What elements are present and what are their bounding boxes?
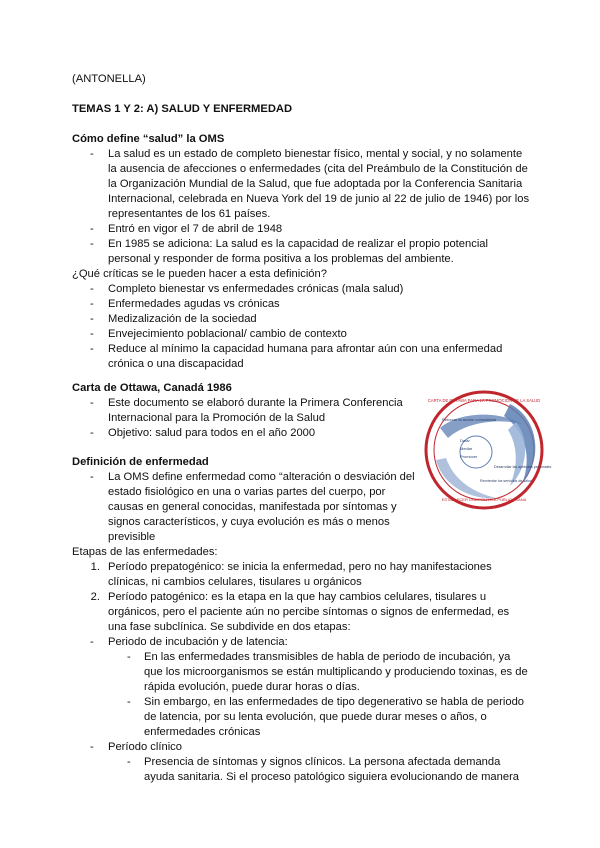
incubacion-1-line-2: que los microorganismos se están multiplicando y produciendo toxinas, es de: [144, 666, 528, 678]
logo-top-text: CARTA DE OTTAWA PARA LA PROMOCIÓN DE LA SALUD: [427, 398, 541, 403]
oms-bullet-3-line-1: En 1985 se adiciona: La salud es la capacidad de realizar el propio potencial: [108, 238, 489, 250]
critica-4: Envejecimiento poblacional/ cambio de contexto: [108, 328, 347, 340]
oms-heading: Cómo define “salud” la OMS: [72, 133, 225, 145]
page-title: TEMAS 1 Y 2: A) SALUD Y ENFERMEDAD: [72, 103, 293, 115]
enf-def-line-4: signos característicos, y cuya evolución es más o menos: [108, 516, 390, 528]
logo-line-4: Reorientar los servicios de salud: [480, 479, 532, 483]
criticas-question: ¿Qué críticas se le pueden hacer a esta definición?: [72, 268, 327, 280]
clinico-1-line-1: Presencia de síntomas y signos clínicos. La persona afectada demanda: [144, 756, 501, 768]
oms-bullet-1-line-2: la ausencia de afecciones o enfermedades (cita del Preámbulo de la Constitución de: [108, 163, 528, 175]
bullet-dash: -: [90, 298, 94, 310]
enf-def-line-2: estado fisiológico en una o varias partes del cuerpo, por: [108, 486, 386, 498]
etapas-label: Etapas de las enfermedades:: [72, 546, 218, 558]
sub-clinico: Período clínico: [108, 741, 183, 753]
bullet-dash: -: [90, 343, 94, 355]
incubacion-1-line-1: En las enfermedades transmisibles de habla de periodo de incubación, ya: [144, 651, 511, 663]
list-number: 2.: [90, 591, 100, 603]
oms-bullet-1-line-4: Internacional, celebrada en Nueva York del 19 de junio al 22 de julio de 1946) por los: [108, 193, 530, 205]
incubacion-2-line-2: de latencia, por su lenta evolución, que puede durar meses o años, o: [144, 711, 487, 723]
bullet-dash: -: [127, 651, 131, 663]
ottawa-charter-logo: [418, 388, 554, 512]
etapa-2-line-2: orgánicos, pero el paciente aún no percibe síntomas o signos de enfermedad, es: [108, 606, 510, 618]
enfermedad-heading: Definición de enfermedad: [72, 456, 209, 468]
etapa-2-line-1: Período patogénico: es la etapa en la que hay cambios celulares, tisulares u: [108, 591, 487, 603]
oms-bullet-3-line-2: personal y responder de forma positiva a los problemas del ambiente.: [108, 253, 454, 265]
oms-bullet-2: Entró en vigor el 7 de abril de 1948: [108, 223, 283, 235]
bullet-dash: -: [90, 471, 94, 483]
ottawa-bullet-1-line-1: Este documento se elaboró durante la Primera Conferencia: [108, 397, 403, 409]
oms-bullet-1-line-5: representantes de los 61 países.: [108, 208, 271, 220]
bullet-dash: -: [90, 148, 94, 160]
critica-2: Enfermedades agudas vs crónicas: [108, 298, 280, 310]
logo-bottom-text: ESTABLECER UNA POLÍTICA PÚBLICA SANA: [441, 497, 527, 502]
ottawa-bullet-1-line-2: Internacional para la Promoción de la Salud: [108, 412, 326, 424]
clinico-1-line-2: ayuda sanitaria. Si el proceso patológico siguiera evolucionando de manera: [144, 771, 520, 783]
bullet-dash: -: [90, 427, 94, 439]
bullet-dash: -: [90, 313, 94, 325]
enf-def-line-5: previsible: [108, 531, 156, 543]
logo-promover: Promover: [460, 454, 478, 459]
logo-mediar: Mediar: [460, 446, 473, 451]
bullet-dash: -: [90, 741, 94, 753]
bullet-dash: -: [90, 223, 94, 235]
ottawa-bullet-2: Objetivo: salud para todos en el año 2000: [108, 427, 316, 439]
critica-5-line-1: Reduce al mínimo la capacidad humana para afrontar aún con una enfermedad: [108, 343, 503, 355]
oms-bullet-1-line-1: La salud es un estado de completo bienestar físico, mental y social, y no solamente: [108, 148, 523, 160]
critica-1: Completo bienestar vs enfermedades crónicas (mala salud): [108, 283, 404, 295]
critica-3: Medizalización de la sociedad: [108, 313, 257, 325]
list-number: 1.: [90, 561, 100, 573]
bullet-dash: -: [90, 328, 94, 340]
sub-incubacion: Periodo de incubación y de latencia:: [108, 636, 288, 648]
oms-bullet-1-line-3: la Organización Mundial de la Salud, que fue adoptada por la Conferencia Sanitaria: [108, 178, 523, 190]
critica-5-line-2: crónica o una discapacidad: [108, 358, 244, 370]
incubacion-2-line-1: Sin embargo, en las enfermedades de tipo degenerativo se habla de periodo: [144, 696, 525, 708]
logo-dotar: Dotar: [460, 438, 470, 443]
incubacion-1-line-3: rápida evolución, puede durar horas o días.: [144, 681, 360, 693]
enf-def-line-3: causas en general conocidas, manifestada por síntomas y: [108, 501, 397, 513]
bullet-dash: -: [127, 756, 131, 768]
logo-line-3: Desarrollar las aptitudes personales: [494, 465, 552, 469]
logo-line-1: Reforzar la acción comunitaria: [442, 417, 497, 422]
bullet-dash: -: [90, 238, 94, 250]
enf-def-line-1: La OMS define enfermedad como “alteración o desviación del: [108, 471, 415, 483]
etapa-1-line-2: clínicas, ni cambios celulares, tisulares u orgánicos: [108, 576, 362, 588]
bullet-dash: -: [90, 283, 94, 295]
ottawa-heading: Carta de Ottawa, Canadá 1986: [72, 382, 232, 394]
bullet-dash: -: [90, 397, 94, 409]
bullet-dash: -: [127, 696, 131, 708]
incubacion-2-line-3: enfermedades crónicas: [144, 726, 261, 738]
bullet-dash: -: [90, 636, 94, 648]
author-label: (ANTONELLA): [72, 73, 146, 85]
etapa-1-line-1: Período prepatogénico: se inicia la enfermedad, pero no hay manifestaciones: [108, 561, 492, 573]
etapa-2-line-3: una fase subclínica. Se subdivide en dos etapas:: [108, 621, 351, 633]
